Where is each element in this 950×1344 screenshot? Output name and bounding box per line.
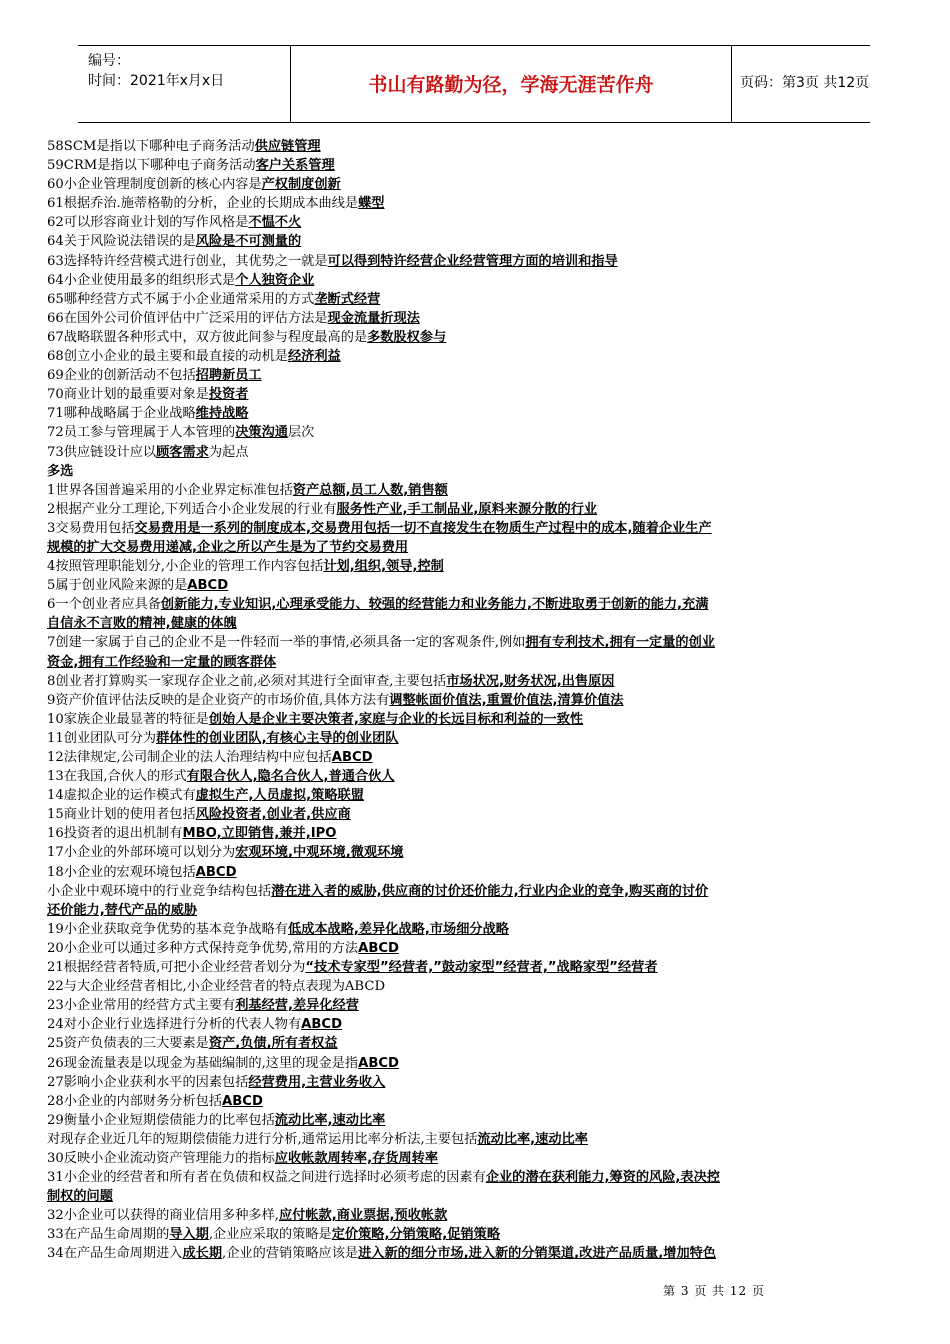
question-text: 10家族企业最显著的特征是 <box>47 711 209 727</box>
answer-text: 利基经营,差异化经营 <box>235 998 359 1014</box>
question-line <box>47 385 907 404</box>
answer-text: 多数股权参与 <box>367 329 447 345</box>
question-text: 对现存企业近几年的短期偿债能力进行分析,通常运用比率分析法,主要包括 <box>47 1131 478 1147</box>
question-line <box>47 443 907 462</box>
answer-text: 顾客需求 <box>156 444 209 460</box>
question-text: 28小企业的内部财务分析包括 <box>47 1093 223 1109</box>
answer-text: 个人独资企业 <box>235 272 315 288</box>
question-text: 27影响小企业获利水平的因素包括 <box>47 1074 249 1090</box>
answer-text: 规模的扩大交易费用递减,企业之所以产生是为了节约交易费用 <box>47 539 409 555</box>
answer-text: ABCD <box>331 750 373 765</box>
question-line <box>47 557 907 576</box>
question-text: 18小企业的宏观环境包括 <box>47 864 196 880</box>
answer-text: 宏观环境,中观环境,微观环境 <box>235 845 404 861</box>
time-label: 时间：2021年x月x日 <box>88 73 225 89</box>
answer-text: ABCD <box>222 1093 263 1109</box>
question-line <box>47 328 907 347</box>
question-line <box>47 729 907 748</box>
question-line <box>47 347 907 366</box>
answer-text: 交易费用是一系列的制度成本,交易费用包括一切不直接发生在物质生产过程中的成本,随着企业生产 <box>134 520 712 536</box>
question-text: 65哪种经营方式不属于小企业通常采用的方式 <box>47 291 315 307</box>
answer-text: 拥有专利技术,拥有一定量的创业 <box>525 635 715 651</box>
question-line <box>47 1073 907 1092</box>
question-line <box>47 672 907 691</box>
question-line <box>47 1015 907 1034</box>
answer-text: 招聘新员工 <box>195 368 262 384</box>
question-text: 4按照管理职能划分,小企业的管理工作内容包括 <box>47 559 324 575</box>
answer-text: 风险是不可测量的 <box>195 234 302 250</box>
question-line <box>47 824 907 843</box>
question-text: 70商业计划的最重要对象是 <box>47 387 209 403</box>
answer-text: 产权制度创新 <box>261 177 341 193</box>
motto: 书山有路勤为径，学海无涯苦作舟 <box>368 74 654 96</box>
question-text: 1世界各国普遍采用的小企业界定标准包括 <box>47 482 293 498</box>
question-text: 15商业计划的使用者包括 <box>47 807 196 823</box>
answer-text: 调整帐面价值法,重置价值法,清算价值法 <box>389 692 624 708</box>
question-text: 2根据产业分工理论,下列适合小企业发展的行业有 <box>47 501 337 517</box>
question-line <box>47 1149 907 1168</box>
answer-text: 自信永不言败的精神,健康的体魄 <box>47 616 237 632</box>
question-text: 61根据乔治.施蒂格勒的分析，企业的长期成本曲线是 <box>47 196 359 212</box>
question-text: 71哪种战略属于企业战略 <box>47 406 196 422</box>
answer-text: 应付帐款,商业票据,预收帐款 <box>278 1208 448 1224</box>
question-line <box>47 213 907 232</box>
answer-text: 资金,拥有工作经验和一定量的顾客群体 <box>47 654 277 670</box>
question-text: 14虚拟企业的运作模式有 <box>47 788 196 804</box>
question-text: 59CRM是指以下哪种电子商务活动 <box>47 158 256 174</box>
answer-text: ABCD <box>301 1017 343 1033</box>
question-text: 26现金流量表是以现金为基础编制的,这里的现金是指 <box>47 1055 359 1071</box>
question-line <box>47 805 907 824</box>
question-text: 67战略联盟各种形式中，双方彼此间参与程度最高的是 <box>47 329 368 345</box>
answer-text: 供应链管理 <box>254 139 321 154</box>
question-list <box>47 137 907 1264</box>
answer-text: 蝶型 <box>358 196 385 212</box>
question-text: 30反映小企业流动资产管理能力的指标 <box>47 1150 275 1166</box>
page-info: 页码：第3页 共12页 <box>740 75 870 91</box>
question-text: 73供应链设计应以 <box>47 444 157 460</box>
question-text: 13在我国,合伙人的形式 <box>47 769 187 785</box>
question-line <box>47 404 907 423</box>
question-text: 62可以形容商业计划的写作风格是 <box>47 215 249 231</box>
question-line <box>47 500 907 519</box>
question-line <box>47 1054 907 1073</box>
answer-text: ABCD <box>358 940 399 956</box>
question-line <box>47 996 907 1015</box>
question-text: 小企业中观环境中的行业竞争结构包括 <box>47 883 272 899</box>
question-text: 24对小企业行业选择进行分析的代表人物有 <box>47 1017 302 1033</box>
question-text: 19小企业获取竞争优势的基本竞争战略有 <box>47 921 288 937</box>
question-text: 72员工参与管理属于人本管理的 <box>47 425 236 441</box>
question-line <box>47 920 907 939</box>
answer-text: 决策沟通 <box>235 425 288 441</box>
answer-text: 企业的潜在获利能力,筹资的风险,表决控 <box>485 1170 720 1186</box>
answer-text: 客户关系管理 <box>255 158 335 174</box>
question-suffix: 为起点 <box>208 444 249 460</box>
answer-text: 潜在进入者的威胁,供应商的讨价还价能力,行业内企业的竞争,购买商的讨价 <box>271 883 709 899</box>
section-heading <box>47 462 907 481</box>
answer-text: 现金流量折现法 <box>327 310 420 326</box>
question-text: 7创建一家属于自己的企业不是一件轻而一举的事情,必须具备一定的客观条件,例如 <box>47 635 526 651</box>
question-text: 16投资者的退出机制有 <box>47 826 183 842</box>
section-title: 多选 <box>47 463 74 479</box>
answer-text: 投资者 <box>208 387 249 403</box>
question-line <box>47 653 907 672</box>
answer-text: 定价策略,分销策略,促销策略 <box>331 1227 501 1243</box>
answer-text: 群体性的创业团队,有核心主导的创业团队 <box>156 730 399 746</box>
page-footer: 第 3 页 共 12 页 <box>663 1284 765 1298</box>
header-right-cell <box>730 46 870 122</box>
question-text: 3交易费用包括 <box>47 520 135 536</box>
question-line <box>47 958 907 977</box>
answer-text: 导入期 <box>169 1227 209 1243</box>
question-line <box>47 633 907 652</box>
question-line <box>47 290 907 309</box>
question-suffix: ,企业的营销策略应该是 <box>222 1246 359 1262</box>
question-line <box>47 1244 907 1263</box>
answer-text: 服务性产业,手工制品业,原料来源分散的行业 <box>336 501 598 517</box>
answer-text: 应收帐款周转率,存货周转率 <box>274 1150 439 1166</box>
question-line <box>47 939 907 958</box>
question-text: 33在产品生命周期的 <box>47 1227 170 1243</box>
question-text: 60小企业管理制度创新的核心内容是 <box>47 177 262 193</box>
question-line <box>47 194 907 213</box>
question-text: 58SCM是指以下哪种电子商务活动 <box>47 139 255 154</box>
answer-text: 有限合伙人,隐名合伙人,普通合伙人 <box>186 769 395 785</box>
question-line <box>47 595 907 614</box>
question-line <box>47 576 907 595</box>
answer-text: MBO,立即销售,兼并,IPO <box>182 826 337 842</box>
question-text: 12法律规定,公司制企业的法人治理结构中应包括 <box>47 750 332 765</box>
answer-text: 低成本战略,差异化战略,市场细分战略 <box>287 921 509 937</box>
answer-text: 垄断式经营 <box>314 291 381 307</box>
answer-text: 创新能力,专业知识,心理承受能力、较强的经营能力和业务能力,不断进取勇于创新的能力,充满 <box>160 597 709 613</box>
question-text: 8创业者打算购买一家现存企业之前,必须对其进行全面审查,主要包括 <box>47 673 447 689</box>
answer-text: 经济利益 <box>287 349 341 365</box>
answer-text: 还价能力,替代产品的威胁 <box>47 902 198 918</box>
answer-text: 经营费用,主营业务收入 <box>248 1074 386 1090</box>
question-line <box>47 748 907 767</box>
question-text: 29衡量小企业短期偿债能力的比率包括 <box>47 1112 275 1128</box>
question-text: 32小企业可以获得的商业信用多种多样, <box>47 1208 279 1224</box>
question-line <box>47 423 907 442</box>
serial-label: 编号： <box>88 53 130 69</box>
answer-text: 可以得到特许经营企业经营管理方面的培训和指导 <box>327 253 618 269</box>
question-line <box>47 882 907 901</box>
question-line <box>47 271 907 290</box>
question-line <box>47 1130 907 1149</box>
question-line <box>47 156 907 175</box>
header-motto-cell <box>290 46 732 122</box>
question-line <box>47 1092 907 1111</box>
question-line <box>47 366 907 385</box>
question-text: 5属于创业风险来源的是 <box>47 578 188 594</box>
answer-text: 成长期 <box>182 1246 223 1262</box>
answer-text: 风险投资者,创业者,供应商 <box>195 807 351 823</box>
question-line <box>47 767 907 786</box>
answer-text: 制权的问题 <box>47 1189 113 1205</box>
answer-text: 虚拟生产,人员虚拟,策略联盟 <box>195 788 364 804</box>
question-line <box>47 232 907 251</box>
question-text: 69企业的创新活动不包括 <box>47 368 196 384</box>
answer-text: ABCD <box>195 864 237 880</box>
answer-text: 不愠不火 <box>248 215 302 231</box>
answer-text: 流动比率,速动比率 <box>477 1131 588 1147</box>
question-line <box>47 175 907 194</box>
answer-text: 流动比率,速动比率 <box>274 1112 386 1128</box>
question-text: 11创业团队可分为 <box>47 730 157 746</box>
question-text: 66在国外公司价值评估中广泛采用的评估方法是 <box>47 310 328 326</box>
question-suffix: 层次 <box>287 425 315 441</box>
question-line <box>47 863 907 882</box>
question-suffix: ,企业应采取的策略是 <box>208 1227 332 1243</box>
question-line <box>47 137 907 156</box>
question-line <box>47 691 907 710</box>
question-line <box>47 977 907 996</box>
question-line <box>47 843 907 862</box>
answer-text: 资产,负债,所有者权益 <box>208 1036 338 1052</box>
question-line <box>47 1168 907 1187</box>
answer-text: 创始人是企业主要决策者,家庭与企业的长远目标和利益的一致性 <box>208 711 584 727</box>
question-text: 25资产负债表的三大要素是 <box>47 1036 209 1052</box>
page-header <box>78 45 870 123</box>
answer-text: 计划,组织,领导,控制 <box>323 559 444 575</box>
question-line <box>47 1187 907 1206</box>
question-line <box>47 901 907 920</box>
question-text: 21根据经营者特质,可把小企业经营者划分为 <box>47 960 306 976</box>
answer-text: ABCD <box>358 1055 399 1071</box>
question-text: 22与大企业经营者相比,小企业经营者的特点表现为ABCD <box>47 979 386 995</box>
question-line <box>47 309 907 328</box>
question-text: 17小企业的外部环境可以划分为 <box>47 845 236 861</box>
question-line <box>47 786 907 805</box>
question-text: 6一个创业者应具备 <box>47 597 161 613</box>
question-line <box>47 1206 907 1225</box>
question-line <box>47 252 907 271</box>
answer-text: 市场状况,财务状况,出售原因 <box>446 673 615 689</box>
answer-text: ABCD <box>187 578 229 594</box>
question-text: 9资产价值评估法反映的是企业资产的市场价值,具体方法有 <box>47 692 390 708</box>
answer-text: 维持战略 <box>195 406 249 422</box>
question-line <box>47 1225 907 1244</box>
question-text: 64小企业使用最多的组织形式是 <box>47 272 236 288</box>
answer-text: 资产总额,员工人数,销售额 <box>292 482 448 498</box>
question-text: 68创立小企业的最主要和最直接的动机是 <box>47 349 288 365</box>
question-text: 31小企业的经营者和所有者在负债和权益之间进行选择时必须考虑的因素有 <box>47 1170 486 1186</box>
question-line <box>47 538 907 557</box>
question-line <box>47 481 907 500</box>
question-line <box>47 519 907 538</box>
question-text: 23小企业常用的经营方式主要有 <box>47 998 236 1014</box>
question-line <box>47 1111 907 1130</box>
question-text: 63选择特许经营模式进行创业，其优势之一就是 <box>47 253 328 269</box>
answer-text: 进入新的细分市场,进入新的分销渠道,改进产品质量,增加特色 <box>358 1246 717 1262</box>
question-line <box>47 710 907 729</box>
question-text: 64关于风险说法错误的是 <box>47 234 196 250</box>
question-line <box>47 1034 907 1053</box>
header-left-cell <box>78 46 290 122</box>
question-line <box>47 614 907 633</box>
question-text: 34在产品生命周期进入 <box>47 1246 183 1262</box>
answer-text: “技术专家型”经营者,”鼓动家型”经营者,”战略家型”经营者 <box>305 960 658 976</box>
question-text: 20小企业可以通过多种方式保持竞争优势,常用的方法 <box>47 940 359 956</box>
